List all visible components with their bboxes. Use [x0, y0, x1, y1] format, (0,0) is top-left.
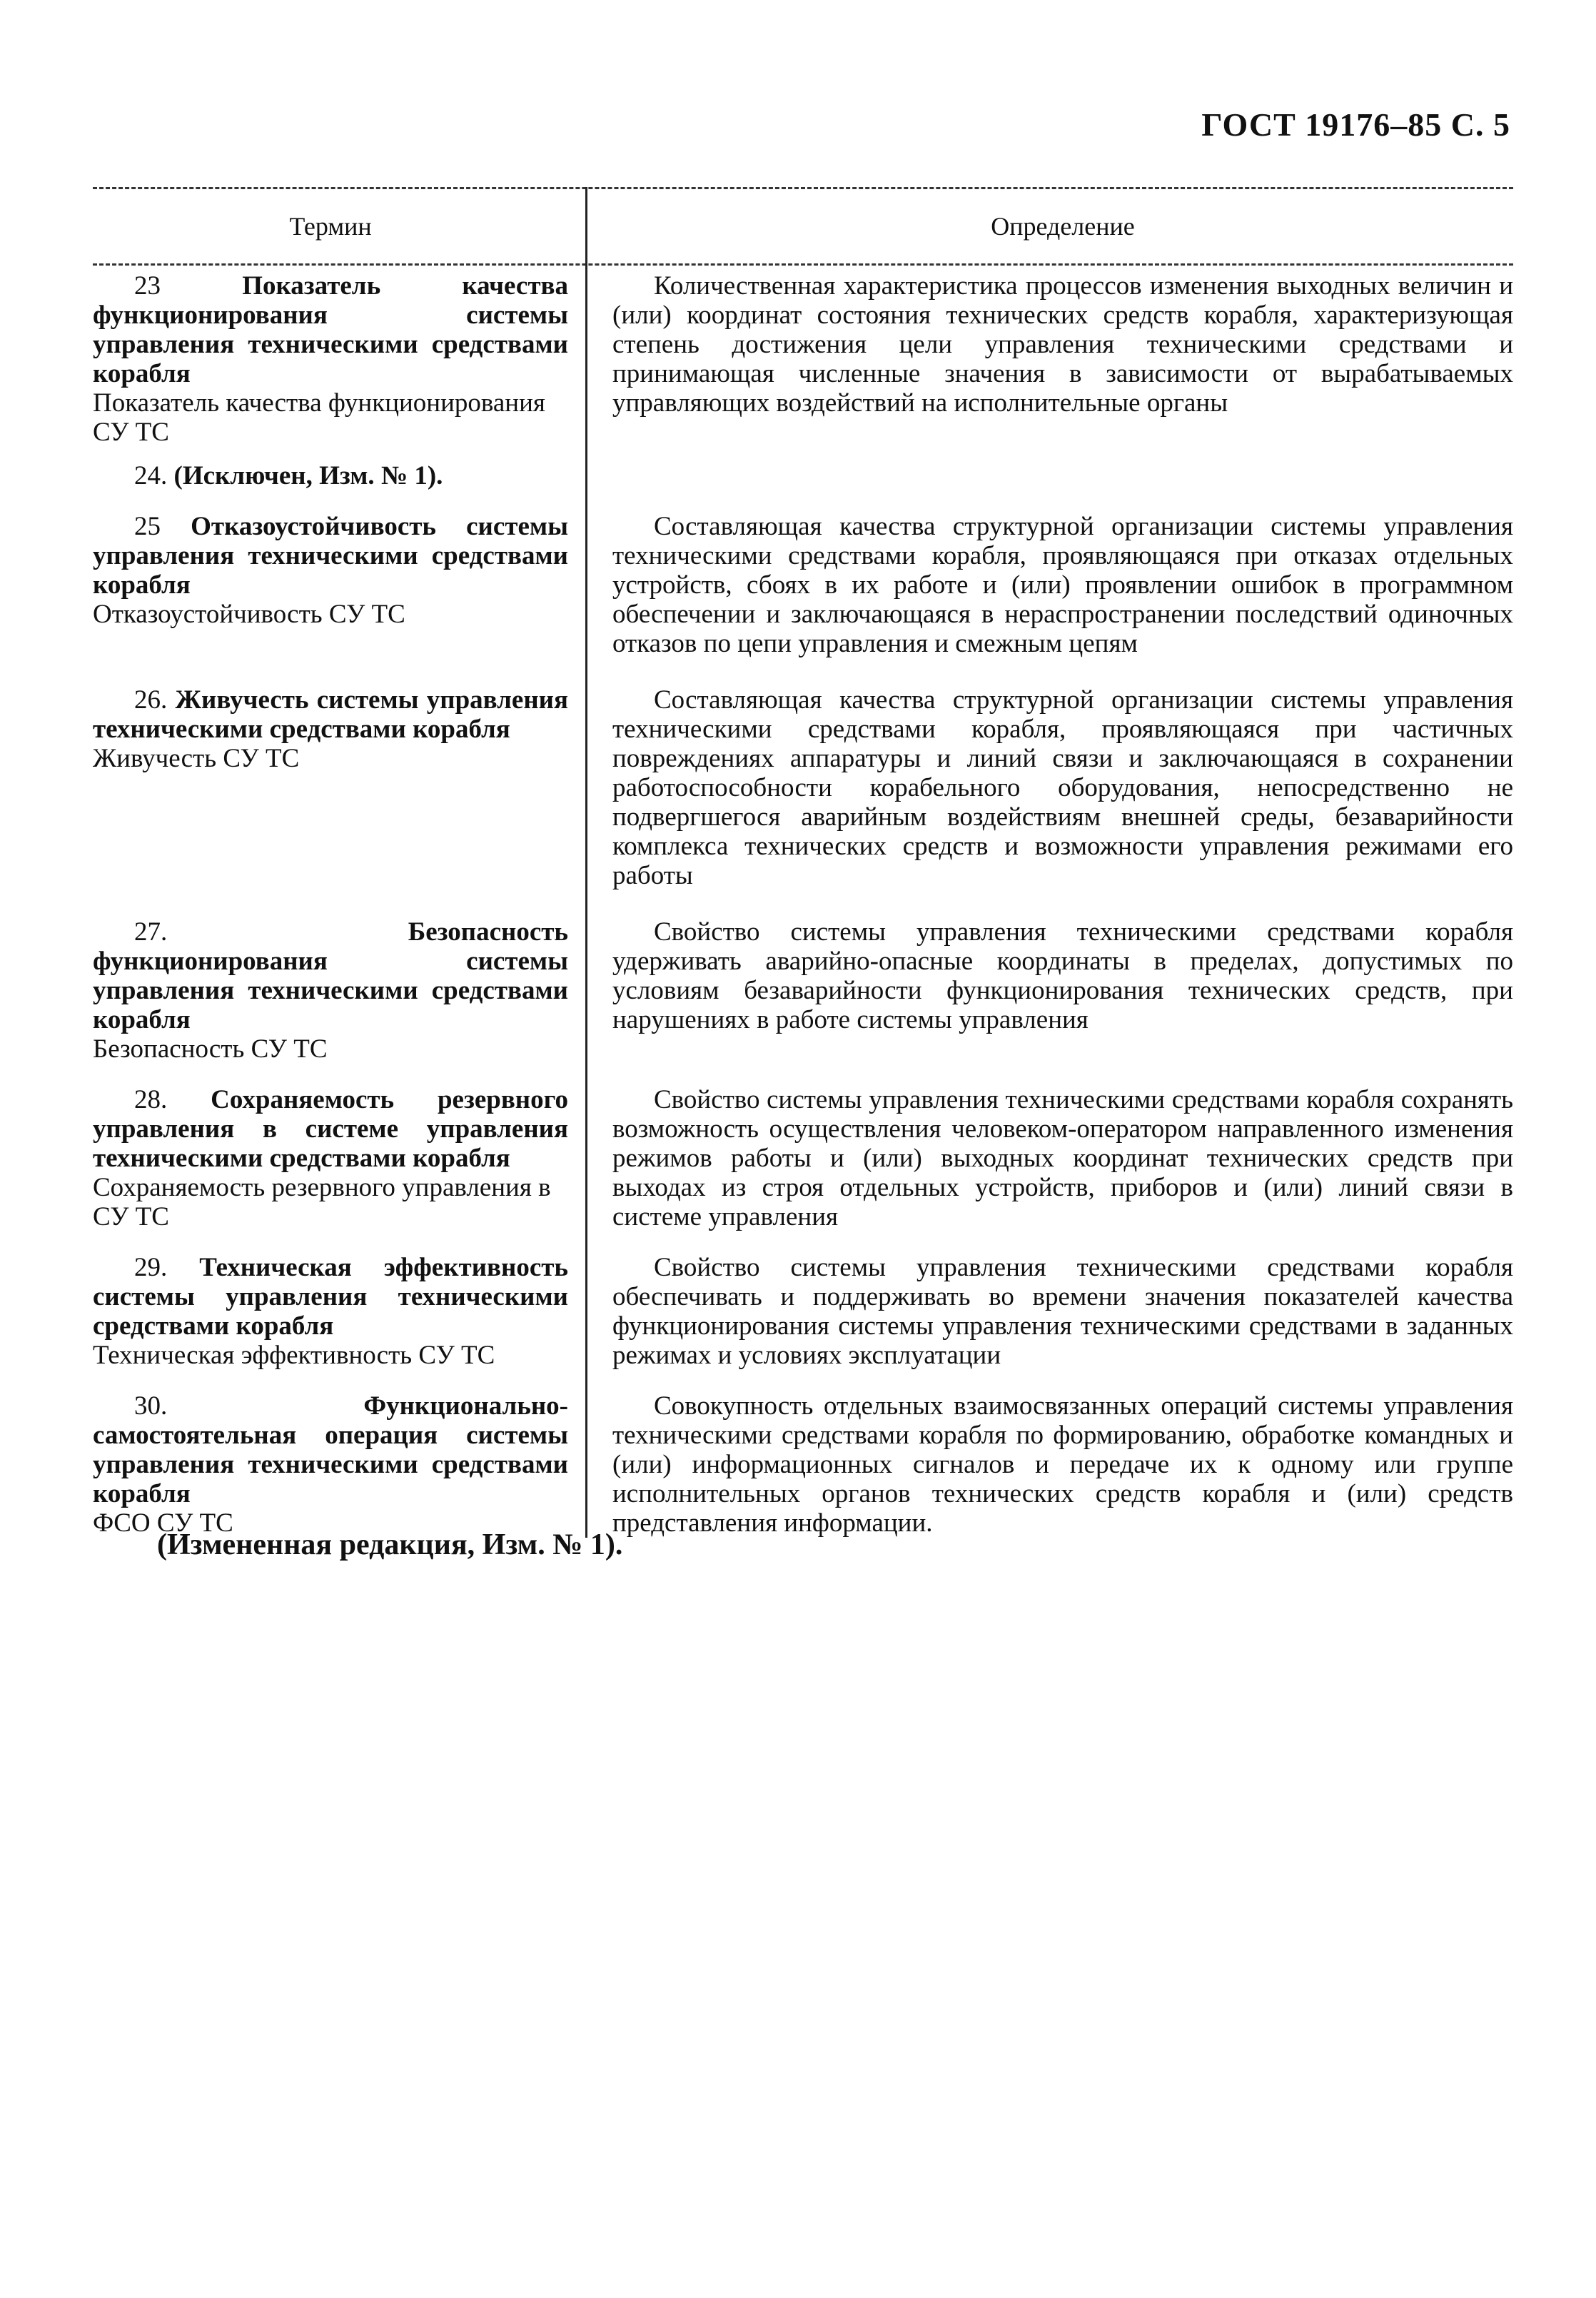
- table-row: [93, 1079, 1513, 1231]
- term-title: [93, 271, 568, 388]
- term-title: [93, 1085, 568, 1173]
- term-cell: [93, 1079, 585, 1231]
- table-row: [93, 912, 1513, 1064]
- term-title: [93, 1253, 568, 1341]
- term-number: 27.: [134, 917, 168, 947]
- term-number: 23: [134, 271, 161, 301]
- term-title: [93, 1391, 568, 1508]
- term-short: Сохраняемость резервного управления в СУ ТС: [93, 1173, 551, 1231]
- term-number: 30.: [134, 1391, 168, 1421]
- excluded-row: [93, 447, 1513, 506]
- definition-cell: Составляющая качества структурной организации системы управления техническими средствами корабля, проявляющаяся при отказах отдельных устройств, сбоях в их работе и (или) проявлении ошибок в программном обеспечении и заключающаяся в нераспространении последствий одиночных отказов по цепи управления и смежным цепям: [612, 512, 1513, 658]
- term-number: 24.: [134, 461, 168, 490]
- term-number: 26.: [134, 685, 168, 715]
- term-name: Показатель качества функционирования системы управления техническими средствами корабля: [93, 271, 568, 388]
- term-short: ФСО СУ ТС: [93, 1508, 233, 1538]
- page-header: ГОСТ 19176–85 С. 5: [1201, 106, 1510, 143]
- table-row: [93, 506, 1513, 658]
- term-number: 29.: [134, 1253, 168, 1282]
- column-divider: [585, 187, 587, 1538]
- table-row: [93, 1386, 1513, 1538]
- table-row: [93, 266, 1513, 447]
- term-short: Отказоустойчивость СУ ТС: [93, 600, 405, 629]
- definition-cell: Свойство системы управления техническими средствами корабля сохранять возможность осуществления человеком-оператором направленного изменения режимов работы и (или) выходных координат технических средств при выходах из строя отдельных устройств, приборов и (или) линий связи в системе управления: [612, 1085, 1513, 1231]
- term-cell: [93, 266, 585, 447]
- term-name: Живучесть системы управления техническими средствами корабля: [93, 685, 568, 744]
- term-name: Техническая эффективность системы управления техническими средствами корабля: [93, 1253, 569, 1341]
- term-name: Безопасность функционирования системы управления техническими средствами корабля: [93, 917, 568, 1034]
- term-short: Показатель качества функционирования СУ ТС: [93, 388, 545, 447]
- term-number: 28.: [134, 1085, 168, 1114]
- term-cell: [93, 912, 585, 1064]
- terms-table: [93, 187, 1513, 1566]
- column-header-definition: Определение: [991, 212, 1135, 241]
- term-cell: [93, 1247, 585, 1370]
- term-cell: [93, 506, 585, 658]
- term-title: [93, 917, 568, 1034]
- term-title: [93, 512, 568, 600]
- table-row: [93, 680, 1513, 890]
- term-short: Техническая эффективность СУ ТС: [93, 1341, 495, 1370]
- term-short: Живучесть СУ ТС: [93, 744, 300, 773]
- definition-cell: Количественная характеристика процессов изменения выходных величин и (или) координат состояния технических средств корабля, характеризующая степень достижения цели управления техническими средствами и принимающая численные значения в зависимости от вырабатываемых управляющих воздействий на исполнительные органы: [612, 271, 1513, 418]
- definition-cell: Свойство системы управления техническими средствами корабля обеспечивать и поддерживать во времени значения показателей качества функционирования системы управления техническими средствами в заданных режимах и условиях эксплуатации: [612, 1253, 1513, 1370]
- term-name: Отказоустойчивость системы управления техническими средствами корабля: [93, 512, 568, 600]
- term-name: Сохраняемость резервного управления в системе управления техническими средствами корабля: [93, 1085, 568, 1173]
- amendment-note: (Измененная редакция, Изм. № 1).: [157, 1528, 623, 1561]
- term-name: Функционально-самостоятельная операция системы управления техническими средствами корабля: [93, 1391, 568, 1508]
- table-row: [93, 1247, 1513, 1370]
- term-cell: [93, 1386, 585, 1538]
- definition-cell: Свойство системы управления техническими средствами корабля удерживать аварийно-опасные координаты в пределах, допустимых по условиям безаварийности функционирования технических средств, при нарушениях в работе системы управления: [612, 917, 1513, 1034]
- term-short: Безопасность СУ ТС: [93, 1034, 328, 1064]
- term-number: 25: [134, 512, 161, 541]
- table-header-row: [93, 189, 1513, 263]
- term-cell: [93, 680, 585, 890]
- column-header-term: Термин: [289, 212, 372, 241]
- term-title: [93, 685, 568, 744]
- excluded-note: (Исключен, Изм. № 1).: [173, 461, 443, 490]
- definition-cell: Составляющая качества структурной организации системы управления техническими средствами корабля, проявляющаяся при частичных повреждениях аппаратуры и линий связи и заключающаяся в сохранении работоспособности корабельного оборудования, непосредственно не подвергшегося аварийным воздействиям внешней среды, безаварийности комплекса технических средств и возможности управления режимами его работы: [612, 685, 1513, 890]
- definition-cell: Совокупность отдельных взаимосвязанных операций системы управления техническими средствами корабля по формированию, обработке командных и (или) информационных сигналов и передаче их к одному или группе исполнительных органов технических средств корабля и (или) средств представления информации.: [612, 1391, 1513, 1538]
